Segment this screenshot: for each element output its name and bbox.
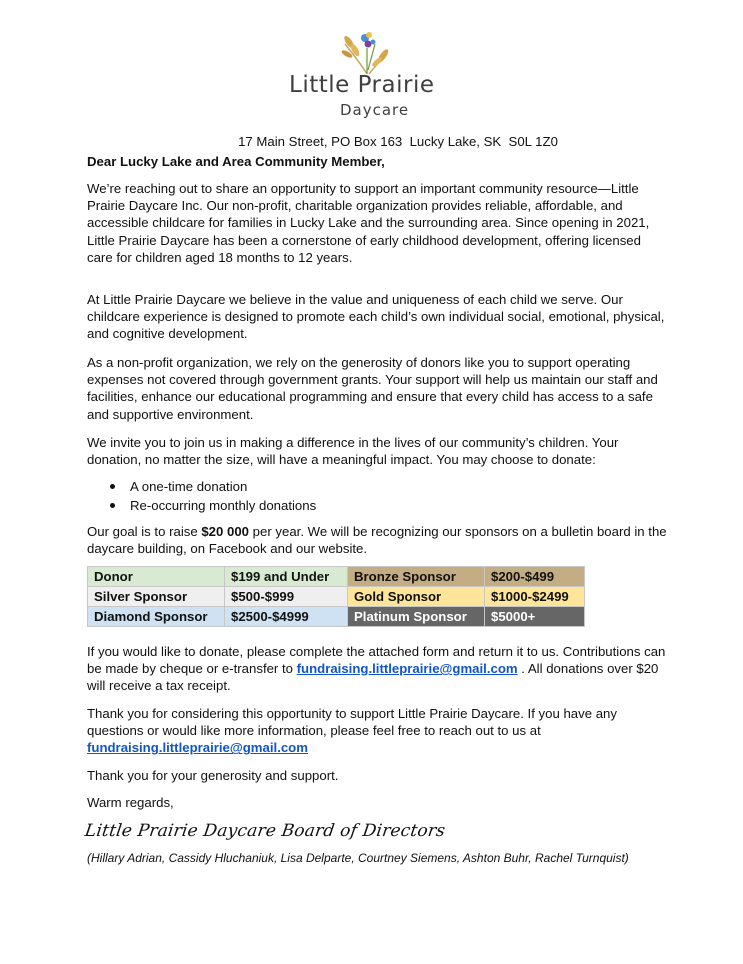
- tier-cell: Platinum Sponsor: [348, 607, 485, 627]
- list-item: A one-time donation: [87, 478, 316, 497]
- closing-line: Warm regards,: [87, 795, 174, 810]
- paragraph-nonprofit: As a non-profit organization, we rely on the generosity of donors like you to support operating expenses not covered through government grants. Your support will help us maintain our staff and facilities, enhance our educational programming and ensure that every child has access to a safe and supportive environment.: [87, 355, 658, 422]
- paragraph-intro: We’re reaching out to share an opportunity to support an important community resource—Little Prairie Daycare Inc. Our non-profit, charitable organization provides reliable, affordable, and accessible childcare for families in Lucky Lake and the surrounding area. Since opening in 2021, Little Prairie Daycare has been a cornerstone of early childhood development, offering licensed care for children aged 18 months to 12 years.: [87, 181, 650, 265]
- bullet-icon: [110, 484, 115, 489]
- paragraph-goal: Our goal is to raise $20 000 per year. We will be recognizing our sponsors on a bulletin board in the daycare building, on Facebook and our website.: [87, 524, 667, 557]
- paragraph-contact: Thank you for considering this opportunity to support Little Prairie Daycare. If you have any questions or would like more information, please feel free to reach out to us at fundraising.littleprairie@gmail.com: [87, 706, 617, 756]
- bullet-icon: [110, 503, 115, 508]
- range-cell: $200-$499: [485, 567, 585, 587]
- range-cell: $500-$999: [225, 587, 348, 607]
- greeting: Dear Lucky Lake and Area Community Member,: [87, 154, 385, 169]
- email-link[interactable]: fundraising.littleprairie@gmail.com: [296, 661, 518, 677]
- range-cell: $1000-$2499: [485, 587, 585, 607]
- logo-subtitle: Daycare: [340, 101, 410, 119]
- tier-cell: Gold Sponsor: [348, 587, 485, 607]
- list-item: Re-occurring monthly donations: [87, 497, 316, 516]
- range-cell: $5000+: [485, 607, 585, 627]
- logo: [285, 30, 460, 122]
- logo-title: Little Prairie: [289, 72, 435, 98]
- paragraph-values: At Little Prairie Daycare we believe in the value and uniqueness of each child we serve. Our childcare experience is designed to promote each child’s own individual social, emotional, physical, and cognitive development.: [87, 292, 665, 342]
- table-row: [88, 607, 585, 627]
- email-link[interactable]: fundraising.littleprairie@gmail.com: [87, 740, 308, 756]
- sponsor-levels-table: [87, 566, 585, 627]
- paragraph-how-to-donate: If you would like to donate, please complete the attached form and return it to us. Contributions can be made by cheque or e-transfer to fundraising.littleprairie@gmail.com . All donations over $20 will receive a tax receipt.: [87, 644, 666, 694]
- signature: Little Prairie Daycare Board of Directors: [83, 821, 447, 841]
- wheat-and-flowers-icon: [337, 30, 397, 74]
- paragraph-invite: We invite you to join us in making a difference in the lives of our community’s children. Your donation, no matter the size, will have a meaningful impact. You may choose to donate:: [87, 435, 619, 468]
- goal-amount: $20 000: [201, 524, 250, 539]
- board-members: (Hillary Adrian, Cassidy Hluchaniuk, Lisa Delparte, Courtney Siemens, Ashton Buhr, Rachel Turnquist): [87, 851, 629, 865]
- range-cell: $2500-$4999: [225, 607, 348, 627]
- tier-cell: Diamond Sponsor: [88, 607, 225, 627]
- table-row: [88, 587, 585, 607]
- range-cell: $199 and Under: [225, 567, 348, 587]
- tier-cell: Donor: [88, 567, 225, 587]
- table-row: [88, 567, 585, 587]
- donation-options-list: [87, 478, 316, 515]
- tier-cell: Bronze Sponsor: [348, 567, 485, 587]
- tier-cell: Silver Sponsor: [88, 587, 225, 607]
- address: 17 Main Street, PO Box 163 Lucky Lake, SK S0L 1Z0: [238, 134, 558, 149]
- thanks-line: Thank you for your generosity and support.: [87, 768, 339, 783]
